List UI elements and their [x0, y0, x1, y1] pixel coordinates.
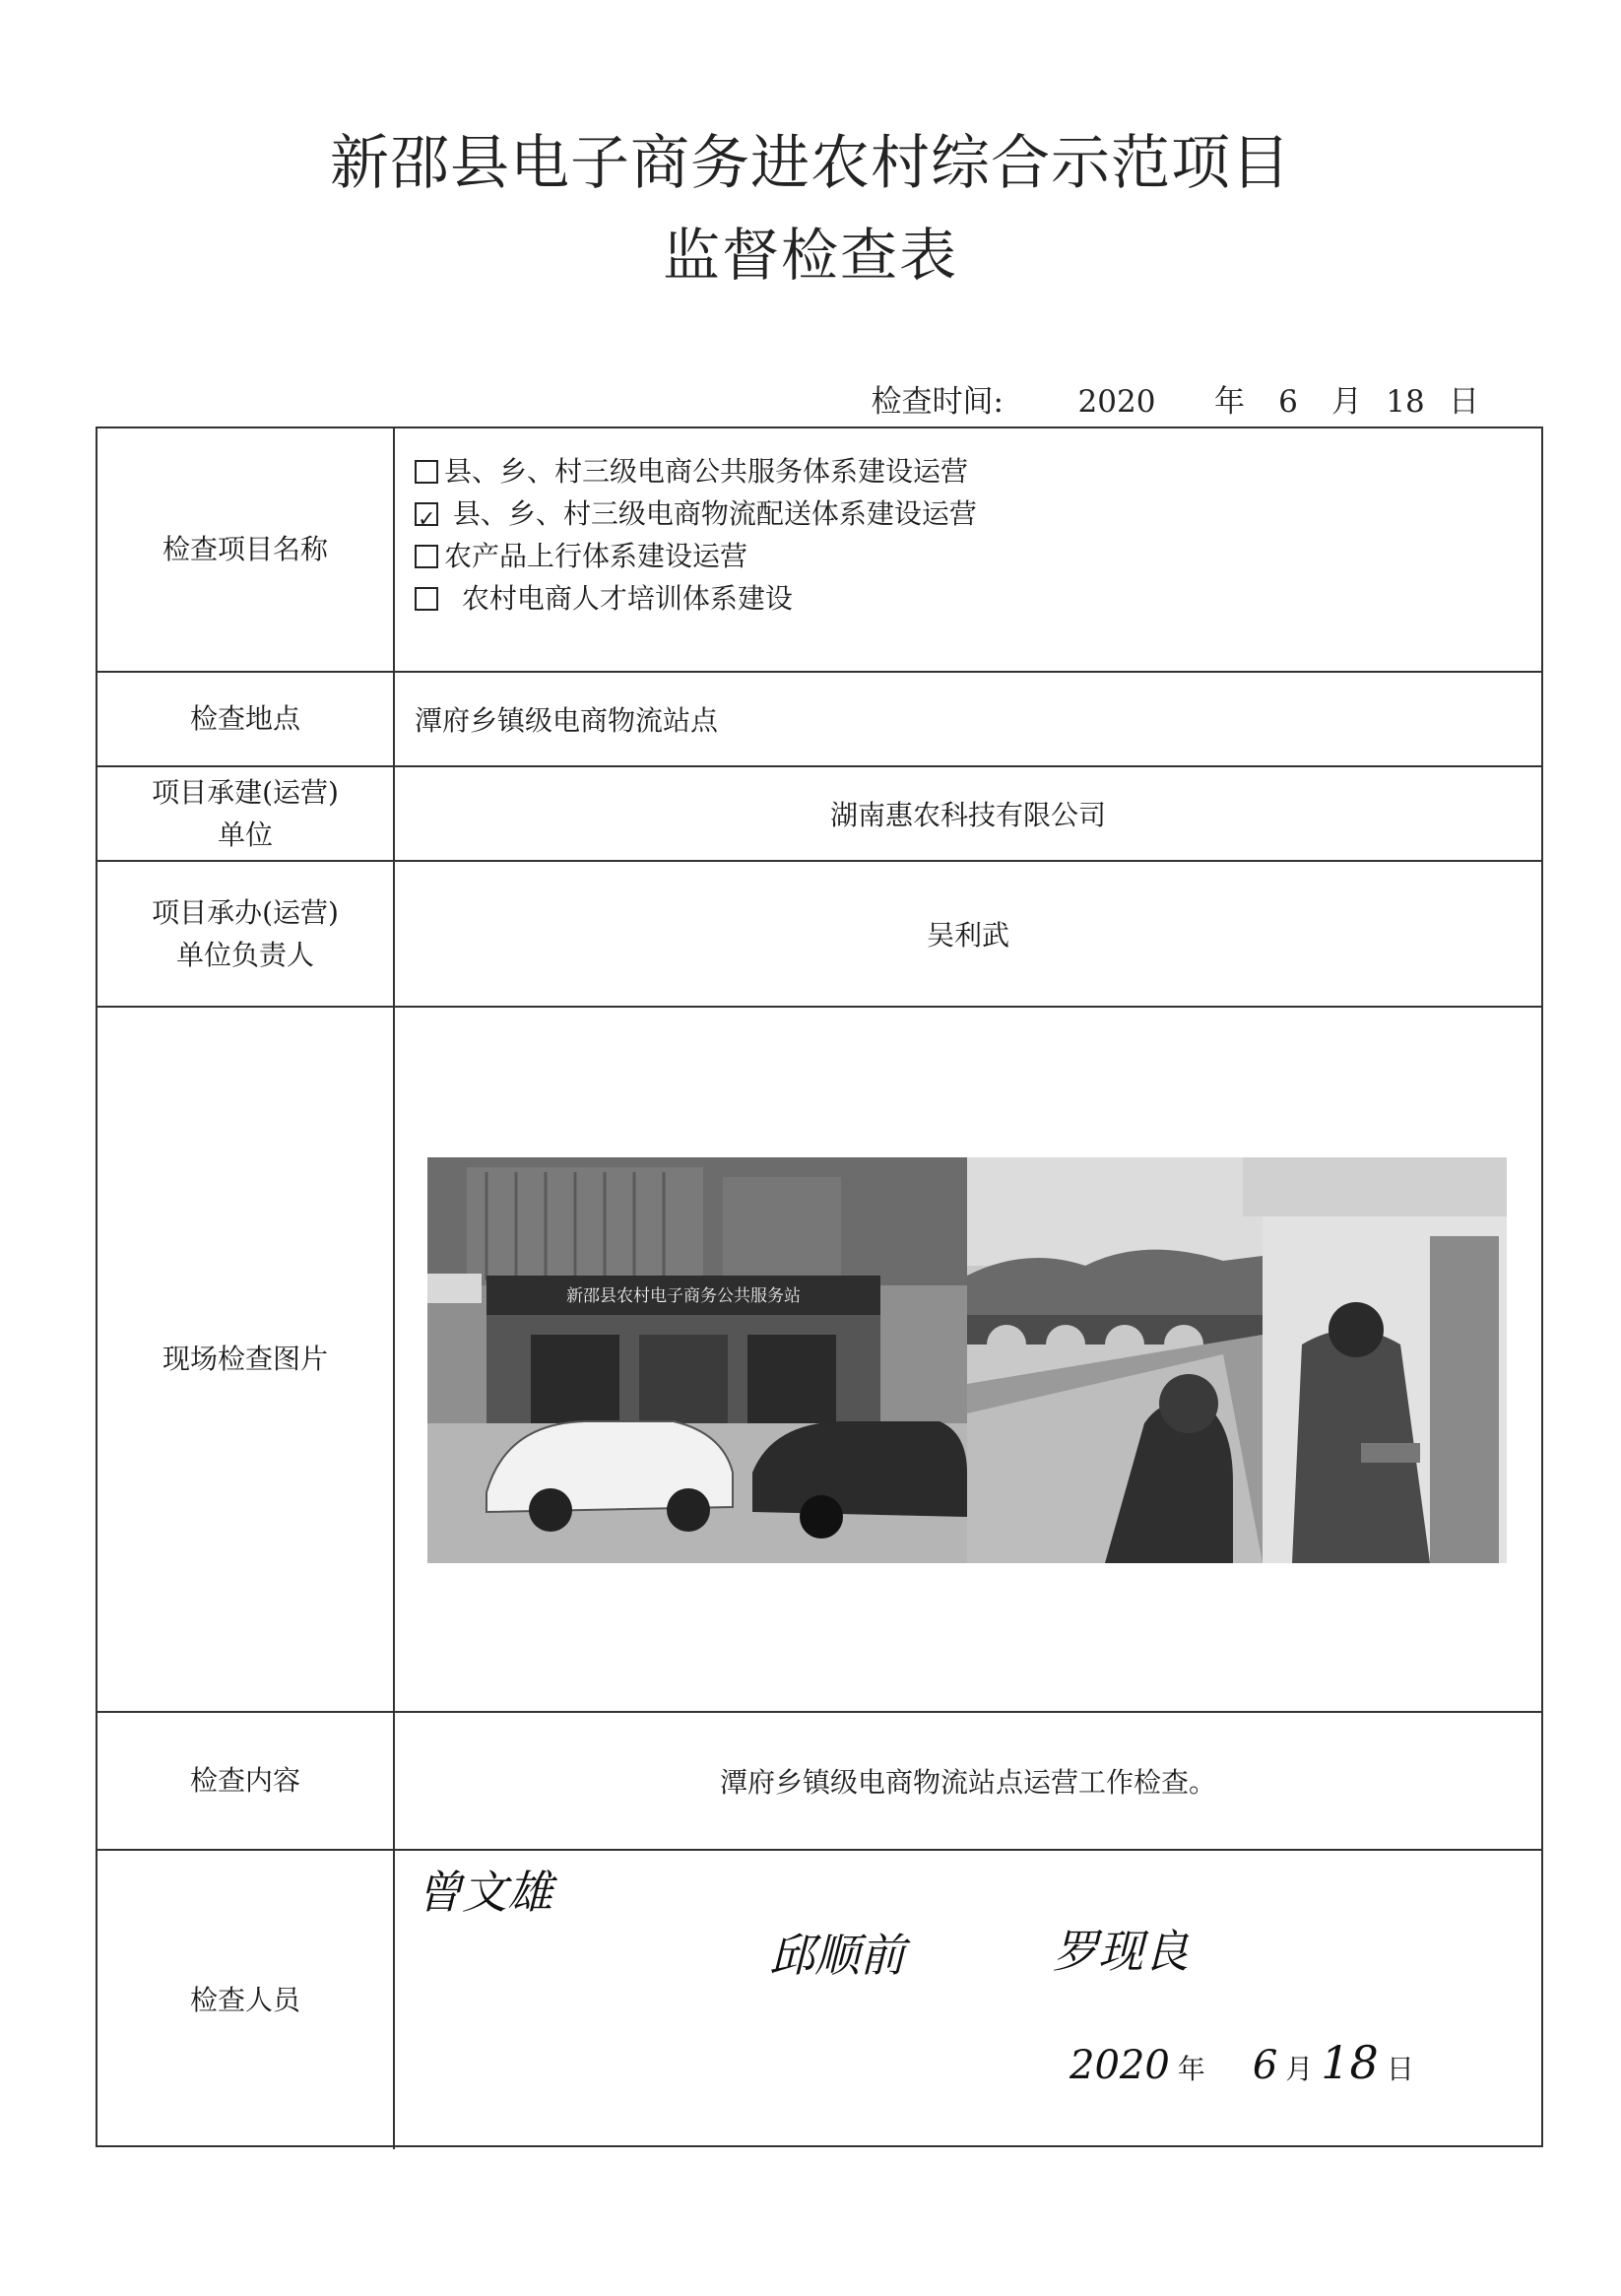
- date-year: 2020: [1077, 384, 1156, 420]
- responsible-value: 吴利武: [926, 919, 1009, 951]
- inspection-form: [96, 426, 1543, 2147]
- location-value: 潭府乡镇级电商物流站点: [415, 704, 719, 737]
- contractor-value: 湖南惠农科技有限公司: [829, 799, 1106, 831]
- photo-inspection: [967, 1157, 1507, 1563]
- sig-date-day-unit: 日: [1386, 2053, 1414, 2085]
- date-day-unit: 日: [1449, 384, 1479, 420]
- signature-2: 邱顺前: [769, 1929, 905, 1982]
- sig-date-month: 6: [1252, 2043, 1278, 2088]
- sig-date-day: 18: [1321, 2036, 1379, 2089]
- contractor-label-line1: 项目承建(运营): [152, 775, 339, 809]
- date-month: 6: [1278, 384, 1298, 420]
- date-year-unit: 年: [1214, 384, 1245, 420]
- photos-cell: [395, 1008, 1541, 1711]
- sig-date-month-unit: 月: [1285, 2053, 1314, 2085]
- row-content: [97, 1713, 1541, 1851]
- checkbox-icon[interactable]: [415, 587, 438, 611]
- date-day: 18: [1386, 384, 1425, 420]
- project-name-options: [395, 428, 1541, 671]
- responsible-label-line2: 单位负责人: [175, 939, 314, 971]
- option-label: 农产品上行体系建设运营: [444, 540, 748, 572]
- photos-label: 现场检查图片: [97, 1008, 395, 1711]
- checkbox-checked-icon[interactable]: ✓: [415, 502, 438, 526]
- inspection-date: [872, 376, 1503, 421]
- date-label: 检查时间:: [871, 384, 1004, 420]
- contractor-label-line2: 单位: [217, 819, 273, 851]
- option-agri-products[interactable]: [415, 535, 1541, 577]
- signature-3: 罗现良: [1053, 1925, 1189, 1978]
- responsible-label-line1: 项目承办(运营): [152, 895, 339, 929]
- location-label: 检查地点: [97, 673, 395, 765]
- site-photos: [427, 1157, 1507, 1563]
- row-photos: [97, 1008, 1541, 1713]
- option-public-service[interactable]: [415, 450, 1541, 492]
- row-responsible: [97, 862, 1541, 1008]
- project-name-label: 检查项目名称: [97, 428, 395, 671]
- contractor-label: [97, 767, 395, 860]
- option-label: 县、乡、村三级电商公共服务体系建设运营: [444, 455, 969, 488]
- option-talent-training[interactable]: [415, 577, 1541, 620]
- sig-date-year-unit: 年: [1177, 2053, 1205, 2085]
- signature-date: [1070, 2036, 1414, 2089]
- inspectors-signatures: [395, 1851, 1541, 2149]
- storefront-sign-text: 新邵县农村电子商务公共服务站: [566, 1286, 801, 1306]
- signature-1: 曾文雄: [417, 1866, 552, 1919]
- page-subtitle: 监督检查表: [662, 222, 958, 289]
- row-contractor: [97, 767, 1541, 862]
- responsible-label: [97, 862, 395, 1006]
- option-label: 农村电商人才培训体系建设: [461, 582, 793, 615]
- content-value: 潭府乡镇级电商物流站点运营工作检查。: [719, 1766, 1216, 1799]
- row-location: [97, 673, 1541, 767]
- content-label: 检查内容: [97, 1713, 395, 1849]
- date-month-unit: 月: [1331, 384, 1362, 420]
- option-label: 县、乡、村三级电商物流配送体系建设运营: [452, 497, 977, 530]
- row-inspectors: [97, 1851, 1541, 2149]
- row-project-name: [97, 428, 1541, 673]
- page-title: 新邵县电子商务进农村综合示范项目: [330, 129, 1291, 198]
- checkbox-icon[interactable]: [415, 545, 438, 568]
- inspectors-label: 检查人员: [97, 1851, 395, 2149]
- sig-date-year: 2020: [1070, 2043, 1170, 2088]
- option-logistics[interactable]: [415, 492, 1541, 535]
- photo-storefront: [427, 1157, 967, 1563]
- checkbox-icon[interactable]: [415, 460, 438, 484]
